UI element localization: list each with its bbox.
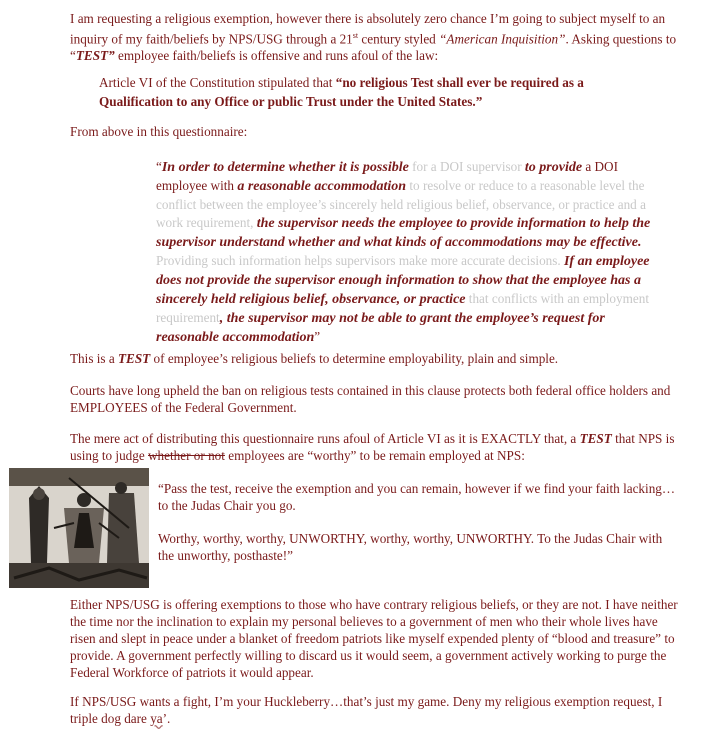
final-paragraph: If NPS/USG wants a fight, I’m your Huckleberry…that’s just my game. Deny my religious exemption request, I triple dog dare ya’. bbox=[70, 694, 663, 726]
test-paragraph: This is a TEST of employee’s religious beliefs to determine employability, plain and simple. bbox=[70, 351, 559, 366]
courts-paragraph: Courts have long upheld the ban on religious tests contained in this clause protects both federal office holders and EMPLOYEES of the Federal Government. bbox=[70, 383, 671, 415]
judas-quote-1: “Pass the test, receive the exemption and you can remain, however if we find your faith lacking…to the Judas Chair you go. bbox=[158, 481, 676, 513]
intro-paragraph: I am requesting a religious exemption, however there is absolutely zero chance I’m going to subject myself to an inquiry of my faith/beliefs by NPS/USG through a 21st century styled “American Inquisition”. Asking questions to “TEST” employee faith/beliefs is offensive and runs afoul of the law: bbox=[70, 11, 677, 64]
either-paragraph: Either NPS/USG is offering exemptions to those who have contrary religious beliefs, or they are not. I have neither the time nor the inclination to explain my personal believes to a government of men who their whole lives have risen and slept in peace under a blanket of freedom patriots like myself expended plenty of “blood and treasure” to provide. A government perfectly willing to discard us it would seem, a government actively working to purge the Federal Workforce of patriots it would appear. bbox=[70, 597, 678, 680]
questionnaire-quote: “In order to determine whether it is possible for a DOI supervisor to provide a DOI employee with a reasonable accommodation to resolve or reduce to a reasonable level the conflict between the employee’s sincerely held religious belief, observance, or practice and a work requirement, the supervisor needs the employee to provide information to help the supervisor understand whether and what kinds of accommodations may be effective. Providing such information helps supervisors make more accurate decisions. If an employee does not provide the supervisor enough information to show that the employee has a sincerely held religious belief, observance, or practice that conflicts with an employment requirement, the supervisor may not be able to grant the employee’s request for reasonable accommodation” bbox=[156, 159, 651, 345]
act-paragraph: The mere act of distributing this questionnaire runs afoul of Article VI as it is EXACTLY that, a TEST that NPS is using to judge whether or not employees are “worthy” to be remain employed at NPS: bbox=[70, 431, 675, 463]
judas-chair-illustration bbox=[9, 468, 149, 588]
judas-quote-2: Worthy, worthy, worthy, UNWORTHY, worthy, worthy, UNWORTHY. To the Judas Chair with the unworthy, posthaste!” bbox=[158, 531, 663, 563]
article-vi-quote: Article VI of the Constitution stipulated that “no religious Test shall ever be required as a Qualification to any Office or public Trust under the United States.” bbox=[99, 75, 584, 109]
from-above-line: From above in this questionnaire: bbox=[70, 124, 248, 139]
